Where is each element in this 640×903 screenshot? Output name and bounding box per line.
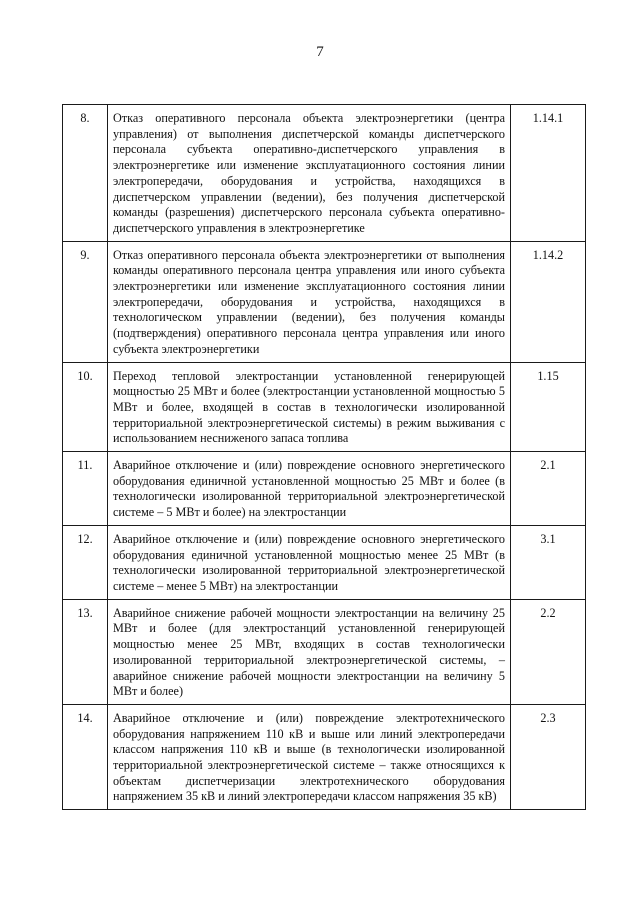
row-number: 9. bbox=[63, 241, 108, 362]
row-description: Аварийное снижение рабочей мощности электростанции на величину 25 МВт и более (для электростанций установленной генерирующей мощностью менее 25 МВт, входящих в состав технологически изолированной территориальной электроэнергетической системы, – аварийное снижение рабочей мощности электростанции на величину 5 МВт и более) bbox=[108, 599, 511, 704]
table-row bbox=[63, 599, 586, 704]
table-row bbox=[63, 525, 586, 599]
row-number: 10. bbox=[63, 362, 108, 452]
row-number: 8. bbox=[63, 105, 108, 242]
row-code: 1.15 bbox=[511, 362, 586, 452]
table-row bbox=[63, 362, 586, 452]
page-number: 7 bbox=[316, 44, 324, 60]
table-row bbox=[63, 241, 586, 362]
row-number: 11. bbox=[63, 452, 108, 526]
row-description: Аварийное отключение и (или) повреждение основного энергетического оборудования единичной установленной мощностью менее 25 МВт (в технологически изолированной территориальной электроэнергетической системе – менее 5 МВт) на электростанции bbox=[108, 525, 511, 599]
row-description: Переход тепловой электростанции установленной генерирующей мощностью 25 МВт и более (электростанции установленной мощностью 5 МВт и более, входящей в состав в технологически изолированной территориальной электроэнергетической системы) в режим выживания с использованием несниженого запаса топлива bbox=[108, 362, 511, 452]
incident-classification-table bbox=[62, 104, 586, 810]
row-number: 13. bbox=[63, 599, 108, 704]
table-row bbox=[63, 452, 586, 526]
row-code: 1.14.1 bbox=[511, 105, 586, 242]
row-description: Отказ оперативного персонала объекта электроэнергетики (центра управления) от выполнения диспетчерской команды диспетчерского персонала субъекта оперативно-диспетчерского управления в электроэнергетике или изменение эксплуатационного состояния линии электропередачи, оборудования и устройства, находящихся в диспетчерском управлении (ведении), без получения диспетчерской команды (разрешения) диспетчерского персонала субъекта оперативно-диспетчерского управления в электроэнергетике bbox=[108, 105, 511, 242]
table-row bbox=[63, 704, 586, 809]
row-number: 14. bbox=[63, 704, 108, 809]
table-row bbox=[63, 105, 586, 242]
row-code: 2.2 bbox=[511, 599, 586, 704]
row-code: 2.1 bbox=[511, 452, 586, 526]
row-description: Отказ оперативного персонала объекта электроэнергетики от выполнения команды оперативного персонала центра управления или иного субъекта электроэнергетики или изменение эксплуатационного состояния линии электропередачи, оборудования и устройства, находящихся в технологическом управлении (ведении), без получения команды (подтверждения) оперативного персонала центра управления или иного субъекта электроэнергетики bbox=[108, 241, 511, 362]
row-code: 2.3 bbox=[511, 704, 586, 809]
row-code: 1.14.2 bbox=[511, 241, 586, 362]
row-number: 12. bbox=[63, 525, 108, 599]
row-description: Аварийное отключение и (или) повреждение электротехнического оборудования напряжением 110 кВ и выше или линий электропередачи классом напряжения 110 кВ и выше (в технологически изолированной территориальной электроэнергетической системе – также относящихся к объектам диспетчеризации электротехнического оборудования напряжением 35 кВ и линий электропередачи классом напряжения 35 кВ) bbox=[108, 704, 511, 809]
row-description: Аварийное отключение и (или) повреждение основного энергетического оборудования единичной установленной мощностью 25 МВт и более (в технологически изолированной территориальной электроэнергетической системе – 5 МВт и более) на электростанции bbox=[108, 452, 511, 526]
row-code: 3.1 bbox=[511, 525, 586, 599]
